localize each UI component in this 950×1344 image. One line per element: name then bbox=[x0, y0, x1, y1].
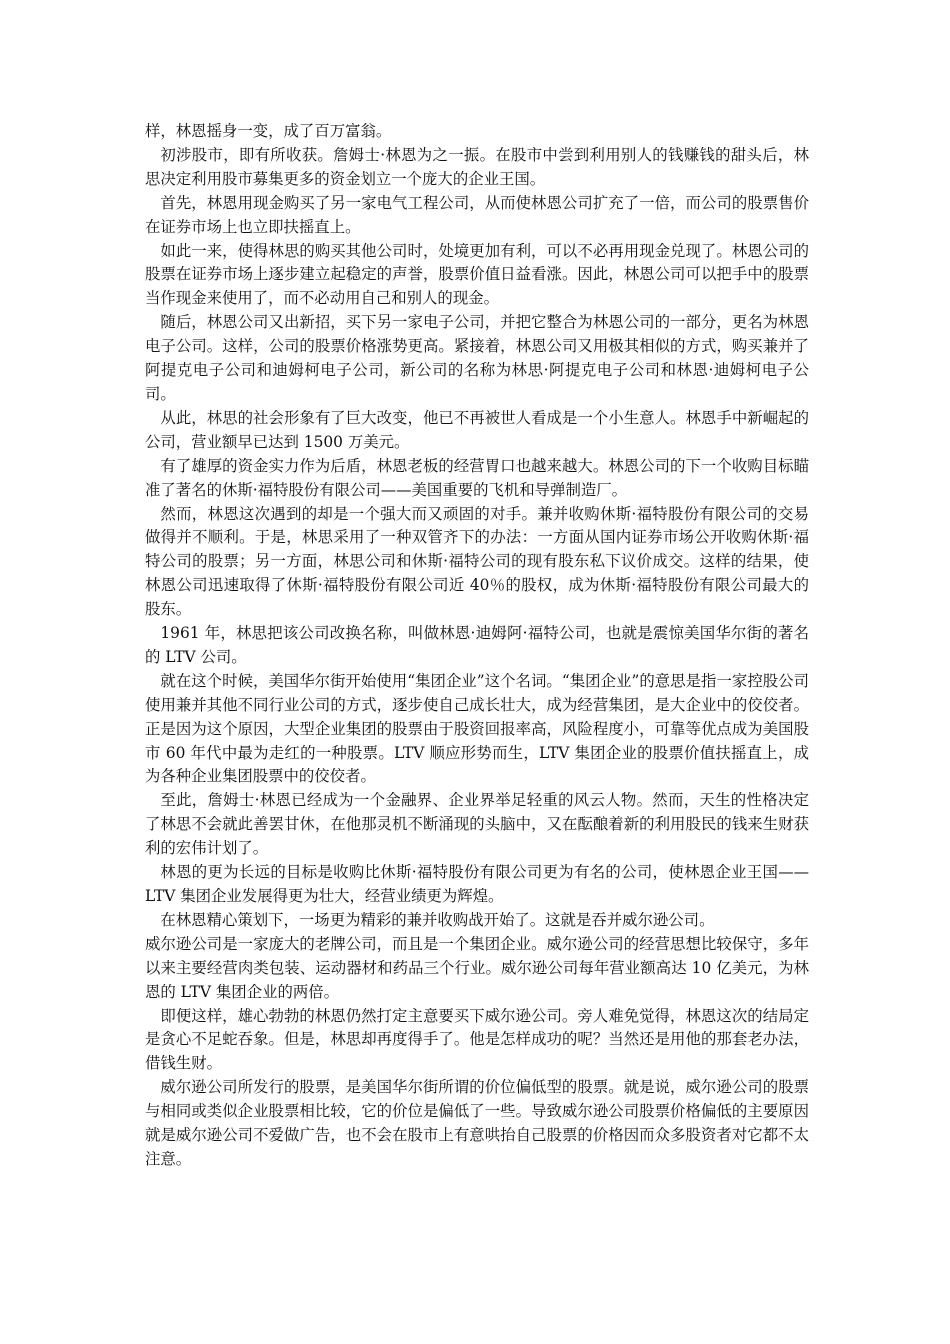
paragraph: 样，林恩摇身一变，成了百万富翁。 bbox=[145, 122, 392, 140]
paragraph: 首先，林恩用现金购买了另一家电气工程公司，从而使林恩公司扩充了一倍，而公司的股票售价在证券市场上也立即扶摇直上。 bbox=[145, 193, 809, 236]
paragraph: 1961 年，林思把该公司改换名称，叫做林恩·迪姆阿·福特公司，也就是震惊美国华尔街的著名的 LTV 公司。 bbox=[145, 624, 809, 666]
paragraph: 从此，林思的社会形象有了巨大改变，他已不再被世人看成是一个小生意人。林恩手中新崛起的公司，营业额早已达到 1500 万美元。 bbox=[145, 408, 809, 451]
paragraph: 即便这样，雄心勃勃的林恩仍然打定主意要买下威尔逊公司。旁人难免觉得，林恩这次的结局定是贪心不足蛇吞象。但是，林思却再度得手了。他是怎样成功的呢？当然还是用他的那套老办法，借钱生财。 bbox=[145, 1006, 809, 1073]
paragraph: 如此一来，使得林思的购买其他公司时，处境更加有利，可以不必再用现金兑现了。林恩公司的股票在证券市场上逐步建立起稳定的声誉，股票价值日益看涨。因此，林恩公司可以把手中的股票当作现金来使用了，而不必动用自己和别人的现金。 bbox=[145, 241, 809, 308]
paragraph: 威尔逊公司所发行的股票，是美国华尔街所谓的价位偏低型的股票。就是说，威尔逊公司的股票与相同或类似企业股票相比较，它的价位是偏低了一些。导致威尔逊公司股票价格偏低的主要原因就是威尔逊公司不爱做广告，也不会在股市上有意哄抬自己股票的价格因而众多股资者对它都不太注意。 bbox=[145, 1078, 809, 1168]
paragraph: 林恩的更为长远的目标是收购比休斯·福特股份有限公司更为有名的公司，使林恩企业王国——LTV 集团企业发展得更为壮大，经营业绩更为辉煌。 bbox=[145, 863, 809, 905]
paragraph: 在林恩精心策划下，一场更为精彩的兼并收购战开始了。这就是吞并威尔逊公司。 bbox=[160, 910, 715, 929]
paragraph: 有了雄厚的资金实力作为后盾，林恩老板的经营胃口也越来越大。林恩公司的下一个收购目标瞄准了著名的休斯·福特股份有限公司——美国重要的飞机和导弹制造厂。 bbox=[145, 456, 809, 499]
paragraph: 威尔逊公司是一家庞大的老牌公司，而且是一个集团企业。威尔逊公司的经营思想比较保守，多年以来主要经营肉类包装、运动器材和药品三个行业。威尔逊公司每年营业额高达 10 亿美元，为林恩的 LTV 集团企业的两倍。 bbox=[145, 934, 809, 1001]
document-body bbox=[145, 120, 809, 1172]
paragraph: 至此，詹姆士·林恩已经成为一个金融界、企业界举足轻重的风云人物。然而，天生的性格决定了林思不会就此善罢甘休，在他那灵机不断涌现的头脑中，又在酝酿着新的利用股民的钱来生财获利的宏伟计划了。 bbox=[145, 791, 809, 858]
paragraph: 然而，林恩这次遇到的却是一个强大而又顽固的对手。兼并收购休斯·福特股份有限公司的交易做得并不顺利。于是，林思采用了一种双管齐下的办法：一方面从国内证券市场公开收购休斯·福特公司的股票；另一方面，林思公司和休斯·福特公司的现有股东私下议价成交。这样的结果，使林恩公司迅速取得了休斯·福特股份有限公司近 40％的股权，成为休斯·福特股份有限公司最大的股东。 bbox=[145, 504, 809, 619]
paragraph: 初涉股市，即有所收获。詹姆士·林恩为之一振。在股市中尝到利用别人的钱赚钱的甜头后，林思决定利用股市募集更多的资金划立一个庞大的企业王国。 bbox=[145, 145, 809, 188]
paragraph: 随后，林恩公司又出新招，买下另一家电子公司，并把它整合为林恩公司的一部分，更名为林恩电子公司。这样，公司的股票价格涨势更高。紧接着，林恩公司又用极其相似的方式，购买兼并了阿提克电子公司和迪姆柯电子公司，新公司的名称为林思·阿提克电子公司和林恩·迪姆柯电子公司。 bbox=[145, 313, 809, 403]
paragraph: 就在这个时候，美国华尔街开始使用“集团企业”这个名词。“集团企业”的意思是指一家控股公司使用兼并其他不同行业公司的方式，逐步使自己成长壮大，成为经营集团，是大企业中的佼佼者。正是因为这个原因，大型企业集团的股票由于股资回报率高，风险程度小，可靠等优点成为美国股市 60 年代中最为走红的一种股票。LTV 顺应形势而生，LTV 集团企业的股票价值扶摇直上，成为各种企业集团股票中的佼佼者。 bbox=[145, 671, 809, 786]
